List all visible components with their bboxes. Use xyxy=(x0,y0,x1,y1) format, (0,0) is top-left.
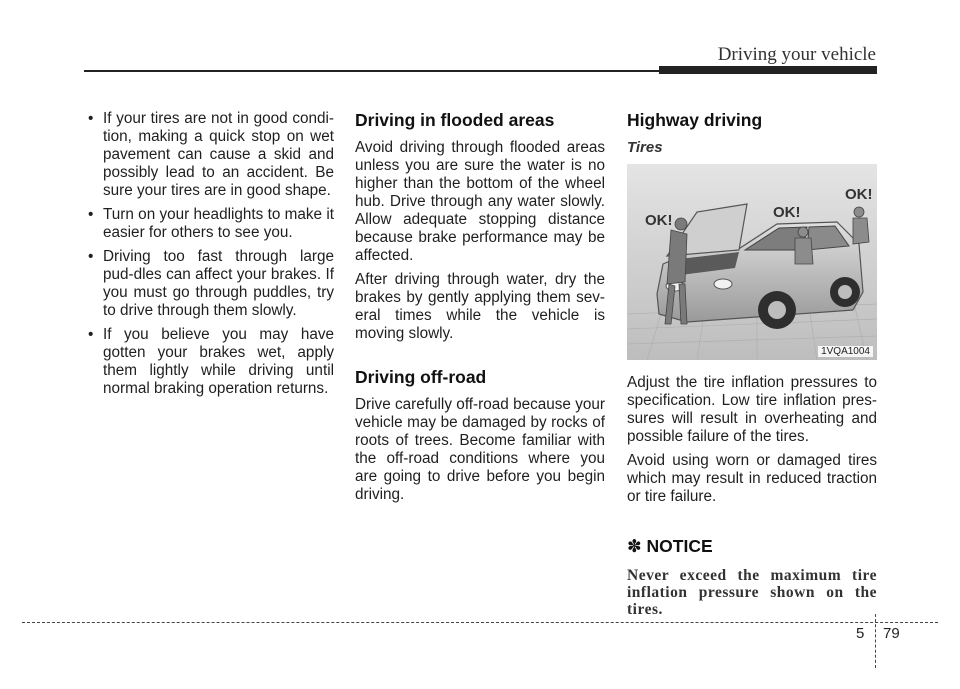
ok-label-1: OK! xyxy=(645,212,673,229)
header-rule-thin xyxy=(84,70,664,72)
footer-rule xyxy=(22,622,938,623)
notice-text: Never exceed the maximum tire inflation pressure shown on the tires. xyxy=(627,567,877,618)
tire-inspection-illustration xyxy=(627,164,877,360)
offroad-paragraph: Drive carefully off-road because your vehicle may be damaged by rocks of roots of trees. Become familiar with the off-road conditions where you are going to drive before you begin driving. xyxy=(355,396,605,503)
flooded-heading: Driving in flooded areas xyxy=(355,110,555,130)
car-illustration xyxy=(627,164,877,360)
tires-paragraph-1: Adjust the tire inflation pressures to specification. Low tire inflation pres-sures will result in overheating and possible failure of the tires. xyxy=(627,374,877,445)
column-middle xyxy=(355,110,605,510)
highway-heading: Highway driving xyxy=(627,110,763,130)
ok-label-2: OK! xyxy=(773,204,801,221)
tires-paragraph-2: Avoid using worn or damaged tires which may result in reduced traction or tire failure. xyxy=(627,452,877,505)
bullet-list xyxy=(84,110,334,398)
notice-heading-row xyxy=(627,536,877,557)
notice-heading: NOTICE xyxy=(646,536,713,556)
offroad-heading: Driving off-road xyxy=(355,367,487,387)
list-item: • If your tires are not in good condi-tion, making a quick stop on wet pavement can cause a skid and possibly lead to an accident. Be sure your tires are in good shape. xyxy=(84,110,334,200)
flooded-paragraph-1: Avoid driving through flooded areas unless you are sure the water is no higher than the bottom of the wheel hub. Drive through any water slowly. Allow adequate stopping distance because brake performance may be affected. xyxy=(355,139,605,264)
image-code: 1VQA1004 xyxy=(818,346,873,357)
notice-symbol-icon: ✽ xyxy=(627,536,642,556)
header-rule-thick xyxy=(659,66,877,74)
column-right xyxy=(627,110,877,618)
footer-divider xyxy=(875,614,876,668)
tires-subheading: Tires xyxy=(627,139,663,156)
column-left xyxy=(84,110,334,404)
list-item: • If you believe you may have gotten your brakes wet, apply them lightly while driving until normal braking operation returns. xyxy=(84,326,334,398)
list-item: • Turn on your headlights to make it easier for others to see you. xyxy=(84,206,334,242)
header-title: Driving your vehicle xyxy=(717,44,876,65)
page-number: 79 xyxy=(883,625,900,642)
list-item: • Driving too fast through large pud-dles can affect your brakes. If you must go through puddles, try to drive through them slowly. xyxy=(84,248,334,320)
section-number: 5 xyxy=(856,625,865,642)
ok-label-3: OK! xyxy=(845,186,873,203)
flooded-paragraph-2: After driving through water, dry the brakes by gently applying them sev-eral times while the vehicle is moving slowly. xyxy=(355,271,605,342)
